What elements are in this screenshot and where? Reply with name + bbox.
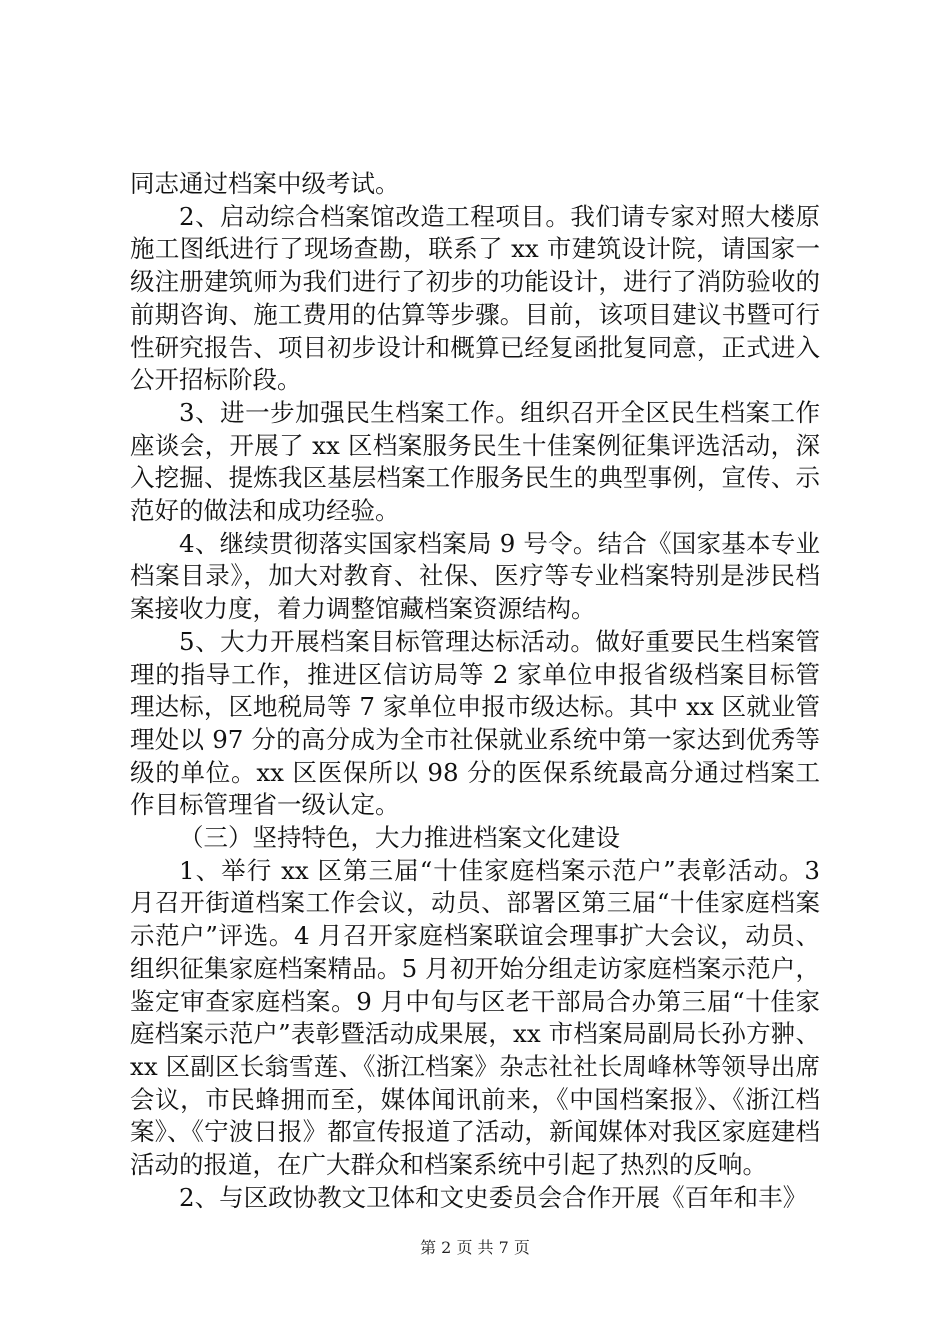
paragraph-livelihood-archives: 3、进一步加强民生档案工作。组织召开全区民生档案工作座谈会，开展了 xx 区档案服务民生十佳案例征集评选活动，深入挖掘、提炼我区基层档案工作服务民生的典型事例，宣传、示范好的做法和成功经验。	[130, 397, 820, 526]
paragraph-continuation: 同志通过档案中级考试。	[130, 169, 400, 198]
paragraph-cppcc-cooperation: 2、与区政协教文卫体和文史委员会合作开展《百年和丰》	[179, 1182, 808, 1212]
section-heading-culture: （三）坚持特色，大力推进档案文化建设	[179, 823, 620, 853]
page-footer: 第 2 页 共 7 页	[420, 1238, 530, 1257]
document-body	[130, 168, 820, 1215]
paragraph-target-management: 5、大力开展档案目标管理达标活动。做好重要民生档案管理的指导工作，推进区信访局等 2 家单位申报省级档案目标管理达标，区地税局等 7 家单位申报市级达标。其中 xx 区就业管理处以 97 分的高分成为全市社保就业系统中第一家达到优秀等级的单位。xx 区医保所以 98 分的医保系统最高分通过档案工作目标管理省一级认定。	[130, 626, 820, 820]
paragraph-order-no9: 4、继续贯彻落实国家档案局 9 号令。结合《国家基本专业档案目录》，加大对教育、社保、医疗等专业档案特别是涉民档案接收力度，着力调整馆藏档案资源结构。	[130, 528, 820, 624]
paragraph-archive-building-project: 2、启动综合档案馆改造工程项目。我们请专家对照大楼原施工图纸进行了现场查勘，联系了 xx 市建筑设计院，请国家一级注册建筑师为我们进行了初步的功能设计，进行了消防验收的前期咨询、施工费用的估算等步骤。目前，该项目建议书暨可行性研究报告、项目初步设计和概算已经复函批复同意，正式进入公开招标阶段。	[130, 201, 820, 395]
paragraph-family-archives: 1、举行 xx 区第三届“十佳家庭档案示范户”表彰活动。3 月召开街道档案工作会议，动员、部署区第三届“十佳家庭档案示范户”评选。4 月召开家庭档案联谊会理事扩大会议，动员、组织征集家庭档案精品。5 月初开始分组走访家庭档案示范户，鉴定审查家庭档案。9 月中旬与区老干部局合办第三届“十佳家庭档案示范户”表彰暨活动成果展，xx 市档案局副局长孙方翀、xx 区副区长翁雪莲、《浙江档案》杂志社社长周峰林等领导出席会议，市民蜂拥而至，媒体闻讯前来，《中国档案报》、《浙江档案》、《宁波日报》都宣传报道了活动，新闻媒体对我区家庭建档活动的报道，在广大群众和档案系统中引起了热烈的反响。	[130, 855, 820, 1180]
